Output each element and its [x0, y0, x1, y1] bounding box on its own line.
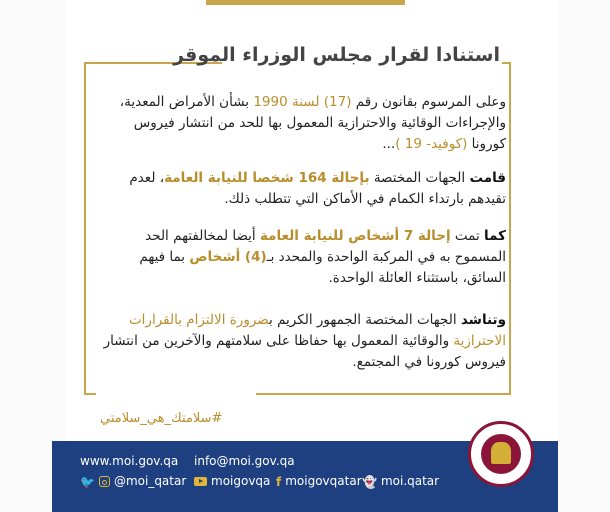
twitter-icon: 🐦 — [80, 474, 95, 489]
youtube-link[interactable]: moigovqa — [194, 474, 270, 488]
paragraph-referral-164: قامت الجهات المختصة بإحالة 164 شخصا للنيابة العامة، لعدم تقيدهم بارتداء الكمام في الأماكن التي تتطلب ذلك. — [129, 170, 506, 207]
ministry-logo — [468, 421, 534, 487]
email-link[interactable]: info@moi.gov.qa — [194, 454, 295, 468]
frame-hashtag-gap — [96, 388, 256, 402]
youtube-icon — [194, 477, 207, 486]
hashtag-label: #سلامتك_هي_سلامتي — [100, 411, 223, 426]
twitter-instagram-link[interactable]: 🐦 @moi_qatar — [80, 474, 187, 489]
website-link[interactable]: www.moi.gov.qa — [80, 454, 179, 468]
logo-emblem-gold — [491, 442, 511, 464]
facebook-link[interactable]: f moigovqatar — [276, 474, 362, 489]
page-title: استنادا لقرار مجلس الوزراء الموقر — [173, 44, 500, 66]
snapchat-link[interactable]: 👻 moi.qatar — [362, 474, 440, 489]
facebook-icon: f — [276, 474, 282, 489]
left-margin — [0, 0, 66, 512]
top-accent-bar — [206, 0, 405, 5]
paragraph-decree: وعلى المرسوم بقانون رقم (17) لسنة 1990 بشأن الأمراض المعدية، والإجراءات الوقائية والاحترازية المعمول بها للحد من انتشار فيروس كورونا (كوفيد- 19 )... — [119, 94, 506, 152]
paragraph-referral-7: كما تمت إحالة 7 أشخاص للنيابة العامة أيضا لمخالفتهم الحد المسموح به في المركبة الواحدة والمحدد بـ(4) أشخاص بما فيهم السائق، باستثناء العائلة الواحدة. — [139, 228, 506, 286]
right-margin — [558, 0, 610, 512]
paragraph-appeal: وتناشد الجهات المختصة الجمهور الكريم بضرورة الالتزام بالقرارات الاحترازية والوقائية المعمول بها حفاظا على سلامتهم والآخرين من انتشار فيروس كورونا في المجتمع. — [103, 312, 506, 370]
instagram-icon — [99, 476, 110, 487]
snapchat-icon: 👻 — [362, 474, 377, 489]
